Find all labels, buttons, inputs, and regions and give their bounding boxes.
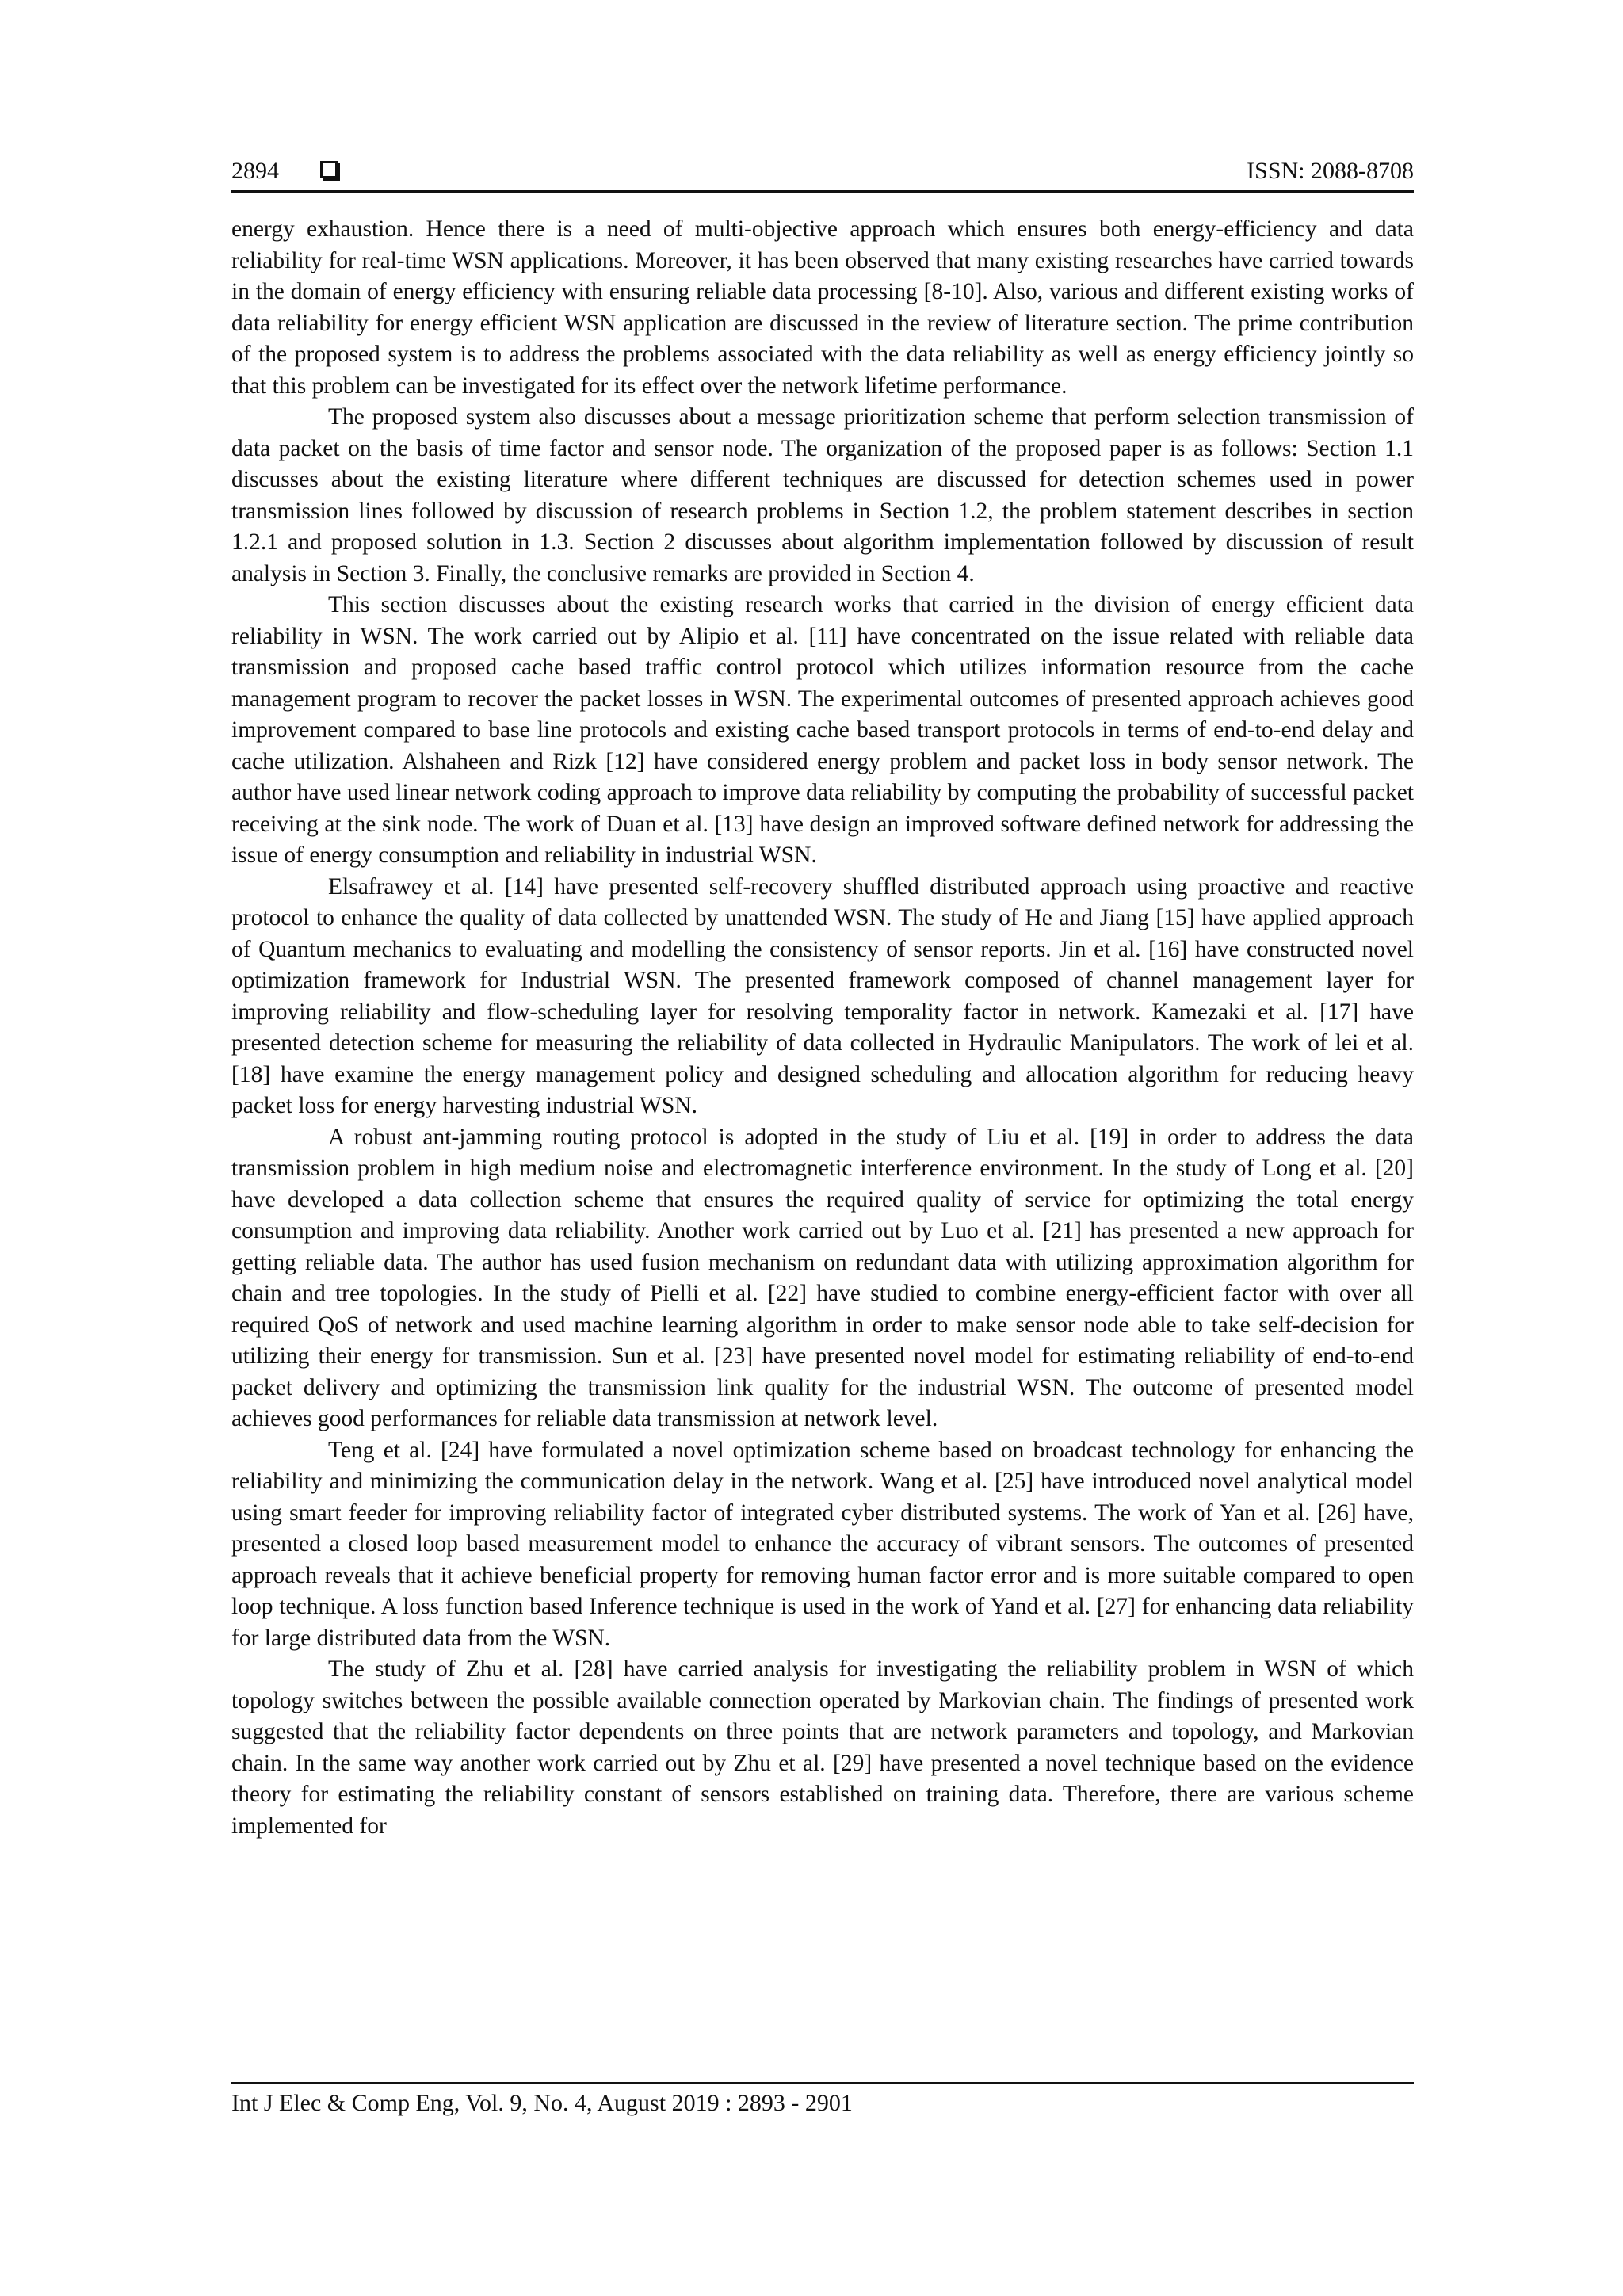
square-bullet-icon [320,161,338,178]
page-header [231,155,1414,187]
paragraph-3: This section discusses about the existing research works that carried in the division of energy efficient data reliability in WSN. The work carried out by Alipio et al. [11] have concentrated on the issue related with reliable data transmission and proposed cache based traffic control protocol which utilizes information resource from the cache management program to recover the packet losses in WSN. The experimental outcomes of presented approach achieves good improvement compared to base line protocols and existing cache based transport protocols in terms of end-to-end delay and cache utilization. Alshaheen and Rizk [12] have considered energy problem and packet loss in body sensor network. The author have used linear network coding approach to improve data reliability by computing the probability of successful packet receiving at the sink node. The work of Duan et al. [13] have design an improved software defined network for addressing the issue of energy consumption and reliability in industrial WSN. [231,592,1414,868]
body-text [231,214,1414,1842]
footer-rule [231,2082,1414,2084]
paragraph-4: Elsafrawey et al. [14] have presented self-recovery shuffled distributed approach using proactive and reactive protocol to enhance the quality of data collected by unattended WSN. The study of He and Jiang [15] have applied approach of Quantum mechanics to evaluating and modelling the consistency of sensor reports. Jin et al. [16] have constructed novel optimization framework for Industrial WSN. The presented framework composed of channel management layer for improving reliability and flow-scheduling layer for resolving temporality factor in network. Kamezaki et al. [17] have presented detection scheme for measuring the reliability of data collected in Hydraulic Manipulators. The work of lei et al. [18] have examine the energy management policy and designed scheduling and allocation algorithm for reducing heavy packet loss for energy harvesting industrial WSN. [231,873,1414,1118]
footer-citation: Int J Elec & Comp Eng, Vol. 9, No. 4, August 2019 : 2893 - 2901 [231,2090,853,2116]
header-rule [231,190,1414,193]
paragraph-5: A robust ant-jamming routing protocol is adopted in the study of Liu et al. [19] in order to address the data transmission problem in high medium noise and electromagnetic interference environment. In the study of Long et al. [20] have developed a data collection scheme that ensures the required quality of service for optimizing the total energy consumption and improving data reliability. Another work carried out by Luo et al. [21] has presented a new approach for getting reliable data. The author has used fusion mechanism on redundant data with utilizing approximation algorithm for chain and tree topologies. In the study of Pielli et al. [22] have studied to combine energy-efficient factor with over all required QoS of network and used machine learning algorithm in order to make sensor node able to take self-decision for utilizing their energy for transmission. Sun et al. [23] have presented novel model for estimating reliability of end-to-end packet delivery and optimizing the transmission link quality for the industrial WSN. The outcome of presented model achieves good performances for reliable data transmission at network level. [231,1124,1414,1431]
page-number: 2894 [231,158,279,184]
paragraph-1: energy exhaustion. Hence there is a need of multi-objective approach which ensures both energy-efficiency and data reliability for real-time WSN applications. Moreover, it has been observed that many existing researches have carried towards in the domain of energy efficiency with ensuring reliable data processing [8-10]. Also, various and different existing works of data reliability for energy efficient WSN application are discussed in the review of literature section. The prime contribution of the proposed system is to address the problems associated with the data reliability as well as energy efficiency jointly so that this problem can be investigated for its effect over the network lifetime performance. [231,216,1414,399]
paragraph-6: Teng et al. [24] have formulated a novel optimization scheme based on broadcast technology for enhancing the reliability and minimizing the communication delay in the network. Wang et al. [25] have introduced novel analytical model using smart feeder for improving reliability factor of integrated cyber distributed systems. The work of Yan et al. [26] have, presented a closed loop based measurement model to enhance the accuracy of vibrant sensors. The outcomes of presented approach reveals that it achieve beneficial property for removing human factor error and is more suitable compared to open loop technique. A loss function based Inference technique is used in the work of Yand et al. [27] for enhancing data reliability for large distributed data from the WSN. [231,1437,1414,1651]
paragraph-7: The study of Zhu et al. [28] have carried analysis for investigating the reliability problem in WSN of which topology switches between the possible available connection operated by Markovian chain. The findings of presented work suggested that the reliability factor dependents on three points that are network parameters and topology, and Markovian chain. In the same way another work carried out by Zhu et al. [29] have presented a novel technique based on the evidence theory for estimating the reliability constant of sensors established on training data. Therefore, there are various scheme implemented for [231,1656,1414,1839]
paragraph-2: The proposed system also discusses about a message prioritization scheme that perform selection transmission of data packet on the basis of time factor and sensor node. The organization of the proposed paper is as follows: Section 1.1 discusses about the existing literature where different techniques are discussed for detection schemes used in power transmission lines followed by discussion of research problems in Section 1.2, the problem statement describes in section 1.2.1 and proposed solution in 1.3. Section 2 discusses about algorithm implementation followed by discussion of result analysis in Section 3. Finally, the conclusive remarks are provided in Section 4. [231,404,1414,586]
issn-label: ISSN: 2088-8708 [1247,158,1414,184]
